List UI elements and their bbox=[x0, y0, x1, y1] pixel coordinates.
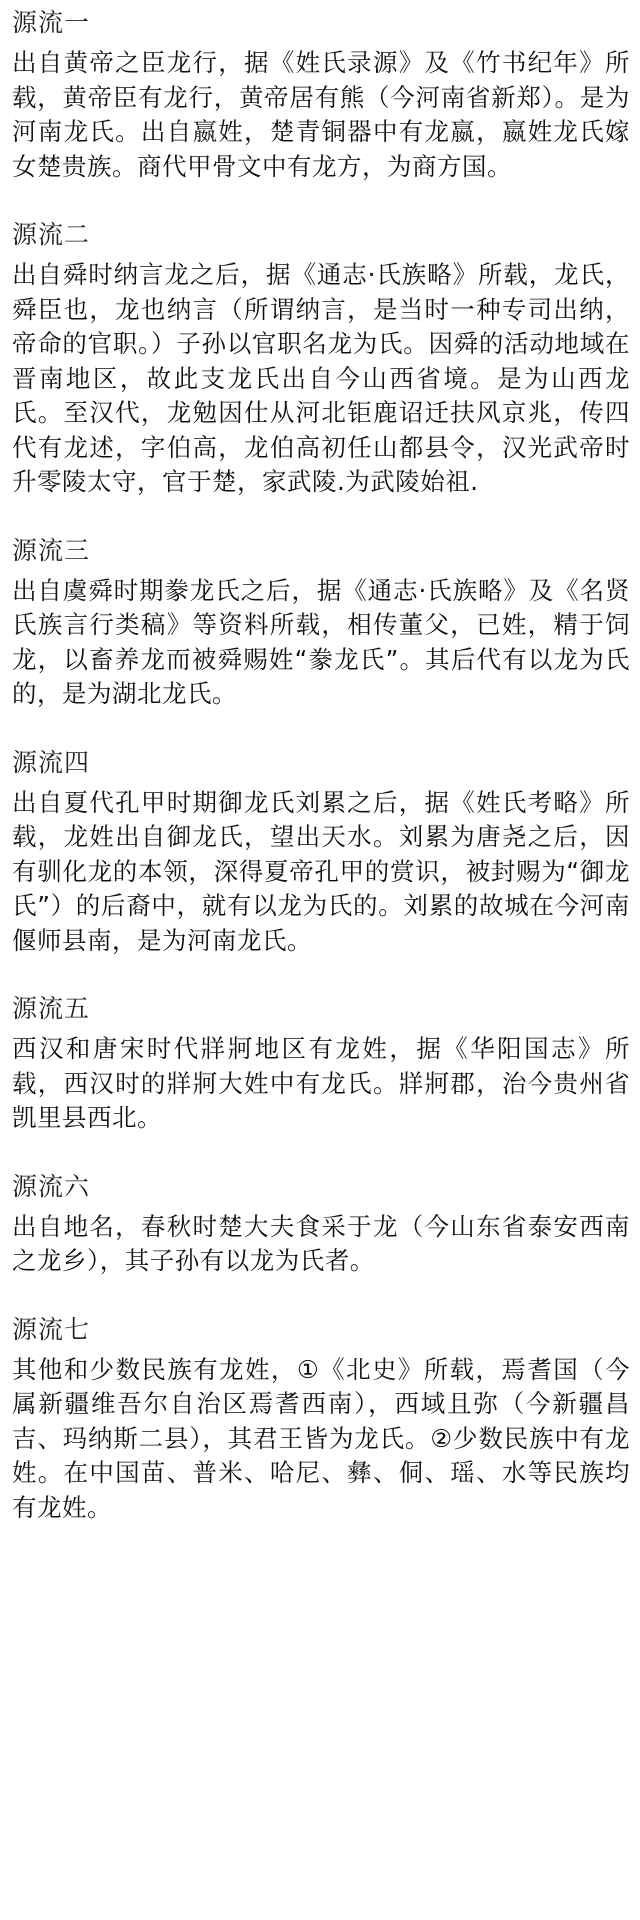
section-heading: 源流七 bbox=[12, 1314, 91, 1344]
section-body: 西汉和唐宋时代牂牁地区有龙姓，据《华阳国志》所载，西汉时的牂牁大姓中有龙氏。牂牁郡，治今贵州省凯里县西北。 bbox=[12, 1034, 630, 1132]
section-5 bbox=[12, 992, 630, 1136]
section-body: 出自地名，春秋时楚大夫食采于龙（今山东省泰安西南之龙乡），其子孙有以龙为氏者。 bbox=[12, 1211, 630, 1275]
section-body: 出自夏代孔甲时期御龙氏刘累之后，据《姓氏考略》所载，龙姓出自御龙氏，望出天水。刘累为唐尧之后，因有驯化龙的本领，深得夏帝孔甲的赏识，被封赐为“御龙氏”）的后裔中，就有以龙为氏的。刘累的故城在今河南偃师县南，是为河南龙氏。 bbox=[12, 787, 630, 955]
section-heading: 源流一 bbox=[12, 8, 91, 37]
section-2 bbox=[12, 218, 630, 500]
section-4 bbox=[12, 746, 630, 959]
section-7 bbox=[12, 1313, 630, 1526]
section-heading: 源流二 bbox=[12, 220, 91, 249]
section-3 bbox=[12, 534, 630, 712]
section-1 bbox=[12, 6, 630, 184]
section-body: 出自舜时纳言龙之后，据《通志·氏族略》所载，龙氏，舜臣也，龙也纳言（所谓纳言，是当时一种专司出纳，帝命的官职。）子孙以官职名龙为氏。因舜的活动地域在晋南地区，故此支龙氏出自今山西省境。是为山西龙氏。至汉代，龙勉因仕从河北钜鹿诏迁扶风京兆，传四代有龙述，字伯高，龙伯高初任山都县令，汉光武帝时升零陵太守，官于楚，家武陵.为武陵始祖. bbox=[12, 260, 630, 496]
section-heading: 源流五 bbox=[12, 994, 91, 1023]
section-heading: 源流四 bbox=[12, 747, 91, 777]
section-body: 其他和少数民族有龙姓，①《北史》所载，焉耆国（今属新疆维吾尔自治区焉耆西南），西域且弥（今新疆昌吉、玛纳斯二县），其君王皆为龙氏。②少数民族中有龙姓。在中国苗、普米、哈尼、彝、侗、瑶、水等民族均有龙姓。 bbox=[12, 1354, 630, 1522]
section-heading: 源流六 bbox=[12, 1171, 91, 1201]
section-heading: 源流三 bbox=[12, 535, 91, 565]
section-6 bbox=[12, 1170, 630, 1279]
section-body: 出自黄帝之臣龙行，据《姓氏录源》及《竹书纪年》所载，黄帝臣有龙行，黄帝居有熊（今河南省新郑）。是为河南龙氏。出自嬴姓，楚青铜器中有龙嬴，嬴姓龙氏嫁女楚贵族。商代甲骨文中有龙方，为商方国。 bbox=[12, 48, 630, 181]
section-body: 出自虞舜时期豢龙氏之后，据《通志·氏族略》及《名贤氏族言行类稿》等资料所载，相传董父，已姓，精于饲龙，以畜养龙而被舜赐姓“豢龙氏”。其后代有以龙为氏的，是为湖北龙氏。 bbox=[12, 575, 630, 708]
